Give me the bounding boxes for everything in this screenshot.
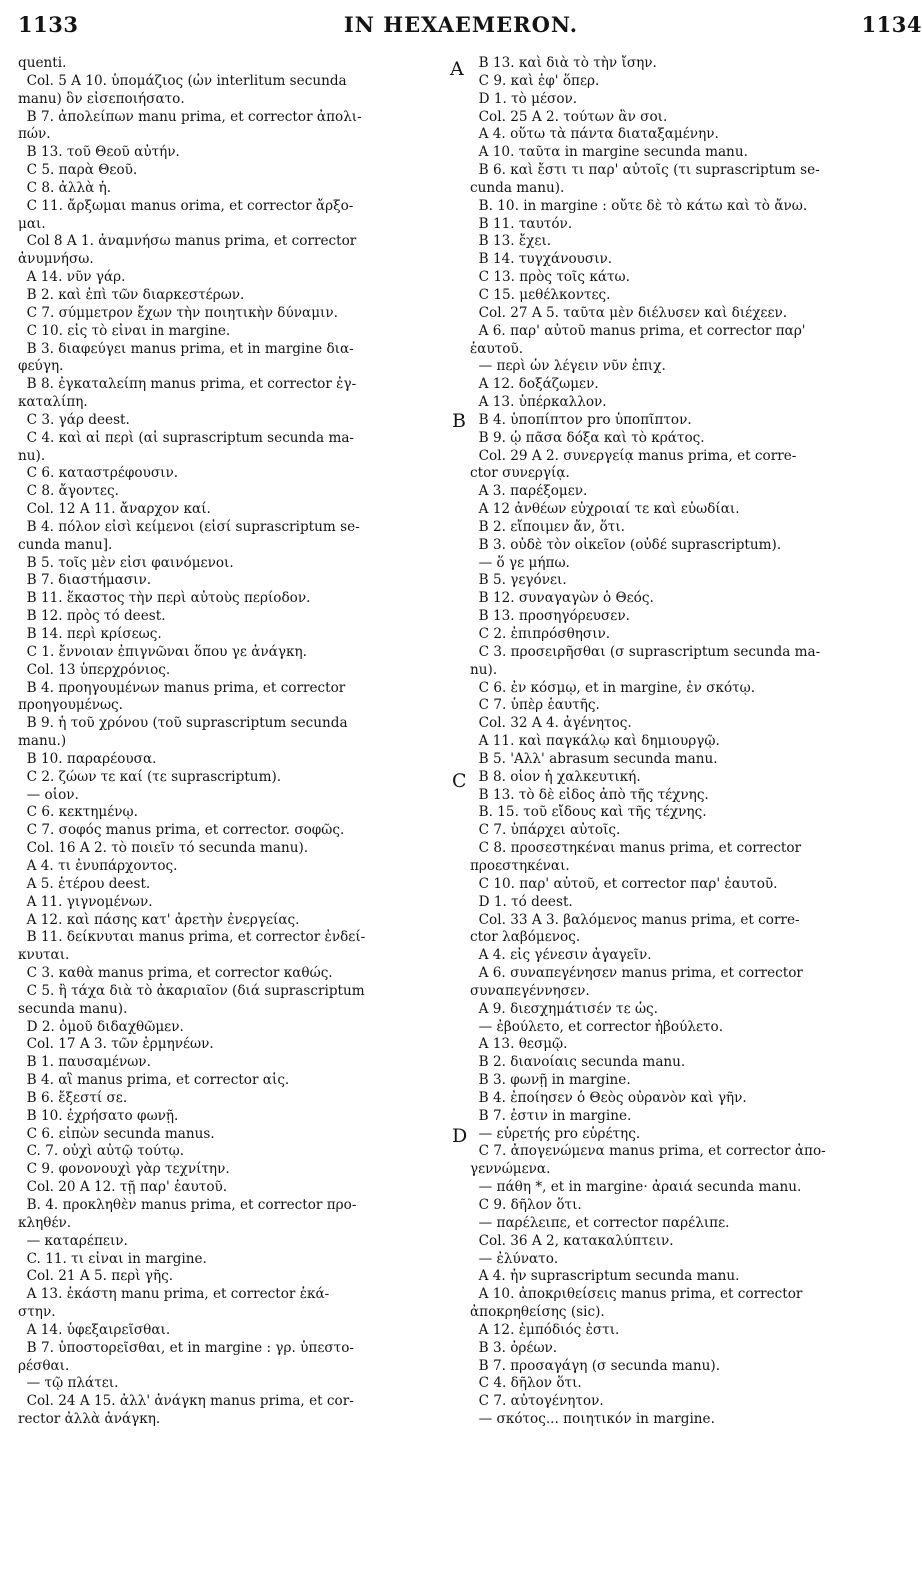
text-line: B 8. οἷον ἡ χαλκευτική. xyxy=(470,768,641,785)
text-line: Col. 29 A 2. συνεργείᾳ manus prima, et corre- xyxy=(470,447,797,464)
text-line: B 4. αἳ manus prima, et corrector αἷς. xyxy=(18,1072,290,1089)
text-line: B 4. πόλον εἰσὶ κείμενοι (εἰσί suprascriptum se- xyxy=(18,518,360,535)
text-line: B 10. ἐχρήσατο φωνῇ. xyxy=(18,1107,179,1124)
text-line: C 13. πρὸς τοῖς κάτω. xyxy=(470,269,630,286)
text-line: C 6. κεκτημένῳ. xyxy=(18,804,138,821)
text-line: B 3. διαφεύγει manus prima, et in margine δια- xyxy=(18,340,354,357)
running-title: IN HEXAEMERON. xyxy=(343,12,579,37)
text-line: ctor λαβόμενος. xyxy=(470,929,581,946)
text-line: B 3. ὀρέων. xyxy=(470,1339,558,1356)
section-marker-d: D xyxy=(452,1125,468,1147)
text-line: rector ἀλλὰ ἀνάγκη. xyxy=(18,1411,161,1428)
text-line: A 12. ἐμπόδιός ἐστι. xyxy=(470,1321,620,1338)
left-column xyxy=(18,55,456,1429)
text-line: Col. 24 A 15. ἀλλ' ἀνάγκη manus prima, et cor- xyxy=(18,1393,354,1410)
text-line: D 1. τό deest. xyxy=(470,893,573,910)
text-line: Col. 12 A 11. ἄναρχον καί. xyxy=(18,501,211,518)
text-line: C 9. δῆλον ὅτι. xyxy=(470,1197,582,1213)
text-line: B 2. διανοίαις secunda manu. xyxy=(470,1054,686,1071)
text-line: nu). xyxy=(18,447,46,464)
text-line: A 11. γιγνομένων. xyxy=(18,893,153,910)
text-line: C 3. γάρ deest. xyxy=(18,411,130,428)
text-line: C 6. εἰπὼν secunda manus. xyxy=(18,1125,215,1142)
text-line: B 2. καὶ ἐπὶ τῶν διαρκεστέρων. xyxy=(18,286,245,303)
text-line: A 12. καὶ πάσης κατ' ἀρετὴν ἐνεργείας. xyxy=(18,911,300,928)
text-line: Col. 33 A 3. βαλόμενος manus prima, et corre- xyxy=(470,911,800,928)
text-line: A 3. παρέξομεν. xyxy=(470,483,588,500)
text-line: C 7. ὑπὲρ ἑαυτῆς. xyxy=(470,697,600,714)
text-line: A 10. ταῦτα in margine secunda manu. xyxy=(470,144,748,161)
text-line: Col. 17 A 3. τῶν ἑρμηνέων. xyxy=(18,1036,214,1053)
text-line: C 7. ἀπογενώμενα manus prima, et corrector ἀπο- xyxy=(470,1143,826,1160)
text-line: B 2. εἴποιμεν ἄν, ὅτι. xyxy=(470,518,625,535)
text-line: C 9. φονονουχὶ γὰρ τεχνίτην. xyxy=(18,1161,230,1178)
text-line: B 4. ἐποίησεν ὁ Θεὸς οὐρανὸν καὶ γῆν. xyxy=(470,1089,747,1106)
text-line: — οἷον. xyxy=(18,786,79,803)
text-line: quenti. xyxy=(18,55,67,71)
text-line: κνυται. xyxy=(18,947,70,964)
text-line: καταλίπη. xyxy=(18,394,88,411)
text-line: C 10. εἰς τὸ εἶναι in margine. xyxy=(18,322,231,339)
text-line: A 4. οὕτω τὰ πάντα διαταξαμένην. xyxy=(470,126,719,143)
text-line: Col. 5 A 10. ὑπομάζιος (ὧν interlitum secunda xyxy=(18,72,347,89)
text-line: B 14. τυγχάνουσιν. xyxy=(470,251,613,268)
text-line: συναπεγέννησεν. xyxy=(470,982,590,999)
text-line: B 4. ὑποπίπτον pro ὑποπῖπτον. xyxy=(470,411,692,428)
text-line: C 15. μεθέλκοντες. xyxy=(470,286,611,303)
text-line: A 12 ἀνθέων εὐχροιαί τε καὶ εὐωδίαι. xyxy=(470,501,740,518)
text-line: A 13. θεσμῷ. xyxy=(470,1036,568,1053)
text-line: B 7. προσαγάγη (σ secunda manu). xyxy=(470,1357,721,1374)
text-line: B. 10. in margine : οὔτε δὲ τὸ κάτω καὶ τὸ ἄνω. xyxy=(470,197,808,214)
text-line: cunda manu). xyxy=(470,179,565,196)
text-line: C. 11. τι εἶναι in margine. xyxy=(18,1250,207,1267)
text-line: C 7. ὑπάρχει αὐτοῖς. xyxy=(470,822,621,839)
text-line: B 8. ἐγκαταλείπη manus prima, et corrector ἐγ- xyxy=(18,376,357,393)
text-line: A 11. καὶ παγκάλῳ καὶ δημιουργῷ. xyxy=(470,733,720,750)
page-header xyxy=(0,12,922,42)
text-line: Col. 25 A 2. τούτων ἂν σοι. xyxy=(470,108,668,125)
text-line: A 13. ἑκάστη manu prima, et corrector ἑκά- xyxy=(18,1286,330,1303)
text-line: C 5. ἢ τάχα διὰ τὸ ἀκαριαῖον (διά suprascriptum xyxy=(18,982,365,999)
text-line: B 12. πρὸς τό deest. xyxy=(18,608,166,625)
text-line: κληθέν. xyxy=(18,1214,72,1231)
text-line: ἀποκρηθείσης (sic). xyxy=(470,1304,605,1321)
text-line: Col. 27 A 5. ταῦτα μὲν διέλυσεν καὶ διέχεεν. xyxy=(470,304,788,321)
text-line: ἑαυτοῦ. xyxy=(470,340,524,357)
text-line: B 7. διαστήμασιν. xyxy=(18,572,152,589)
text-line: B 6. καὶ ἔστι τι παρ' αὐτοῖς (τι suprascriptum se- xyxy=(470,162,820,179)
text-line: C 10. παρ' αὐτοῦ, et corrector παρ' ἑαυτοῦ. xyxy=(470,875,778,892)
text-line: — περὶ ὧν λέγειν νῦν ἐπιχ. xyxy=(470,358,666,375)
text-line: B 1. παυσαμένων. xyxy=(18,1054,151,1071)
text-line: D 1. τὸ μέσον. xyxy=(470,90,578,107)
text-line: C 7. σοφός manus prima, et corrector. σοφῶς. xyxy=(18,822,345,839)
text-line: B 11. ταυτόν. xyxy=(470,215,573,232)
text-line: B 12. συναγαγὼν ὁ Θεός. xyxy=(470,590,654,607)
text-line: Col. 13 ὑπερχρόνιος. xyxy=(18,661,171,678)
text-line: B 13. καὶ διὰ τὸ τὴν ἴσην. xyxy=(470,55,657,71)
text-line: Col. 36 A 2, κατακαλύπτειν. xyxy=(470,1232,674,1249)
text-line: ρέσθαι. xyxy=(18,1357,70,1374)
text-line: C 7. σύμμετρον ἔχων τὴν ποιητικὴν δύναμιν. xyxy=(18,304,338,321)
text-line: Col 8 A 1. ἀναμνήσω manus prima, et corrector xyxy=(18,233,357,250)
text-line: B 13. τὸ δὲ εἶδος ἀπὸ τῆς τέχνης. xyxy=(470,786,709,803)
text-line: — τῷ πλάτει. xyxy=(18,1375,119,1392)
section-marker-a: A xyxy=(450,58,464,80)
text-line: C 3. προσειρῆσθαι (σ suprascriptum secunda ma- xyxy=(470,643,821,660)
text-line: — εὑρετής pro εὑρέτης. xyxy=(470,1125,641,1142)
text-line: B 7. ἀπολείπων manu prima, et corrector ἀπολι- xyxy=(18,108,362,125)
text-line: cunda manu]. xyxy=(18,536,113,553)
text-line: C 9. καὶ ἐφ' ὅπερ. xyxy=(470,72,600,89)
text-line: — παρέλειπε, et corrector παρέλιπε. xyxy=(470,1214,730,1231)
text-line: A 10. ἀποκριθείσεις manus prima, et corrector xyxy=(470,1286,803,1303)
page-number-right: 1134 xyxy=(861,12,922,37)
text-line: C 3. καθὰ manus prima, et corrector καθώς. xyxy=(18,965,333,982)
text-line: B 13. τοῦ Θεοῦ αὐτήν. xyxy=(18,144,180,161)
text-line: secunda manu). xyxy=(18,1000,128,1017)
text-line: manu) ὃν εἰσεποιήσατο. xyxy=(18,90,185,107)
text-line: C 4. καὶ αἱ περὶ (αἱ suprascriptum secunda ma- xyxy=(18,429,355,446)
text-line: A 13. ὑπέρκαλλον. xyxy=(470,394,607,411)
text-line: C 11. ἄρξωμαι manus orima, et corrector ἄρξο- xyxy=(18,197,354,214)
text-line: B 7. ὑποστορεῖσθαι, et in margine : γρ. ὑπεστο- xyxy=(18,1339,354,1356)
text-line: — ὅ γε μήπω. xyxy=(470,554,570,571)
text-line: C 2. ζώων τε καί (τε suprascriptum). xyxy=(18,768,282,785)
text-line: C 2. ἐπιπρόσθησιν. xyxy=(470,626,611,642)
text-line: B 5. τοῖς μὲν εἰσι φαινόμενοι. xyxy=(18,554,234,571)
text-line: φεύγη. xyxy=(18,358,64,375)
text-line: D 2. ὁμοῦ διδαχθῶμεν. xyxy=(18,1018,184,1035)
text-line: B 10. παραρέουσα. xyxy=(18,750,157,767)
text-line: B. 15. τοῦ εἴδους καὶ τῆς τέχνης. xyxy=(470,804,707,821)
text-line: B 3. φωνῇ in margine. xyxy=(470,1072,631,1089)
text-line: C 1. ἔννοιαν ἐπιγνῶναι ὅπου γε ἀνάγκη. xyxy=(18,643,307,660)
text-line: C 8. ἀλλὰ ἡ. xyxy=(18,179,112,196)
text-line: C. 7. οὐχὶ αὐτῷ τούτῳ. xyxy=(18,1143,185,1160)
text-line: B 11. δείκνυται manus prima, et corrector ἐνδεί- xyxy=(18,929,366,946)
text-line: Col. 16 A 2. τὸ ποιεῖν τό secunda manu). xyxy=(18,840,309,857)
text-line: A 6. παρ' αὐτοῦ manus prima, et corrector παρ' xyxy=(470,322,806,339)
text-line: B 13. προσηγόρευσεν. xyxy=(470,608,630,625)
text-line: B 7. ἐστιν in margine. xyxy=(470,1107,632,1124)
text-line: A 4. τι ἐνυπάρχοντος. xyxy=(18,857,178,874)
text-line: B 14. περὶ κρίσεως. xyxy=(18,626,162,642)
text-line: B 6. ἔξεστί σε. xyxy=(18,1089,128,1106)
text-line: B 11. ἕκαστος τὴν περὶ αὐτοὺς περίοδον. xyxy=(18,590,311,607)
text-line: προηγουμένως. xyxy=(18,697,123,714)
text-line: B 5. γεγόνει. xyxy=(470,572,567,589)
text-line: nu). xyxy=(470,661,498,678)
text-line: — ἐλύνατο. xyxy=(470,1250,559,1267)
section-marker-b: B xyxy=(452,410,466,432)
text-line: προεστηκέναι. xyxy=(470,857,570,874)
text-line: Col. 20 A 12. τῇ παρ' ἑαυτοῦ. xyxy=(18,1179,228,1196)
text-line: Col. 32 A 4. ἀγένητος. xyxy=(470,715,632,732)
text-line: C 7. αὐτογένητον. xyxy=(470,1393,604,1410)
right-column xyxy=(470,55,922,1429)
text-line: ctor συνεργίᾳ. xyxy=(470,465,570,482)
text-line: C 5. παρὰ Θεοῦ. xyxy=(18,162,138,179)
text-line: B 3. οὐδὲ τὸν οἰκεῖον (οὐδέ suprascriptum). xyxy=(470,536,782,553)
text-line: B 9. ἡ τοῦ χρόνου (τοῦ suprascriptum secunda xyxy=(18,715,348,732)
text-line: B 9. ᾧ πᾶσα δόξα καὶ τὸ κράτος. xyxy=(470,429,705,446)
text-line: B. 4. προκληθὲν manus prima, et corrector προ- xyxy=(18,1197,357,1213)
text-line: A 14. νῦν γάρ. xyxy=(18,269,126,286)
text-line: C 8. ἄγοντες. xyxy=(18,483,119,500)
text-line: — καταρέπειν. xyxy=(18,1232,128,1249)
text-line: — πάθη *, et in margine· ἀραιά secunda manu. xyxy=(470,1179,802,1196)
text-line: A 5. ἑτέρου deest. xyxy=(18,875,151,892)
text-line: C 8. προσεστηκέναι manus prima, et corrector xyxy=(470,840,802,857)
text-line: — ἐβούλετο, et corrector ἠβούλετο. xyxy=(470,1018,724,1035)
text-line: A 9. διεσχημάτισέν τε ὡς. xyxy=(470,1000,658,1017)
text-line: B 5. 'Αλλ' abrasum secunda manu. xyxy=(470,750,718,767)
text-line: A 6. συναπεγένησεν manus prima, et corrector xyxy=(470,965,803,982)
text-line: A 4. ἦν suprascriptum secunda manu. xyxy=(470,1268,740,1285)
page-number-left: 1133 xyxy=(18,12,79,37)
text-line: manu.) xyxy=(18,733,67,750)
section-marker-c: C xyxy=(452,770,467,792)
text-line: στην. xyxy=(18,1304,56,1321)
text-line: A 14. ὑφεξαιρεῖσθαι. xyxy=(18,1321,171,1338)
text-line: ἀνυμνήσω. xyxy=(18,251,94,268)
text-line: — σκότος... ποιητικόν in margine. xyxy=(470,1411,715,1428)
text-line: C 6. καταστρέφουσιν. xyxy=(18,465,179,482)
text-line: γεννώμενα. xyxy=(470,1161,551,1178)
text-line: πών. xyxy=(18,126,51,143)
text-line: A 12. δοξάζωμεν. xyxy=(470,376,599,393)
text-line: B 4. προηγουμένων manus prima, et corrector xyxy=(18,679,346,696)
text-line: Col. 21 A 5. περὶ γῆς. xyxy=(18,1268,174,1285)
text-line: μαι. xyxy=(18,215,46,232)
text-line: A 4. εἰς γένεσιν ἀγαγεῖν. xyxy=(470,947,652,964)
text-line: B 13. ἔχει. xyxy=(470,233,552,250)
text-line: C 6. ἐν κόσμῳ, et in margine, ἐν σκότῳ. xyxy=(470,679,756,696)
text-line: C 4. δῆλον ὅτι. xyxy=(470,1375,582,1392)
